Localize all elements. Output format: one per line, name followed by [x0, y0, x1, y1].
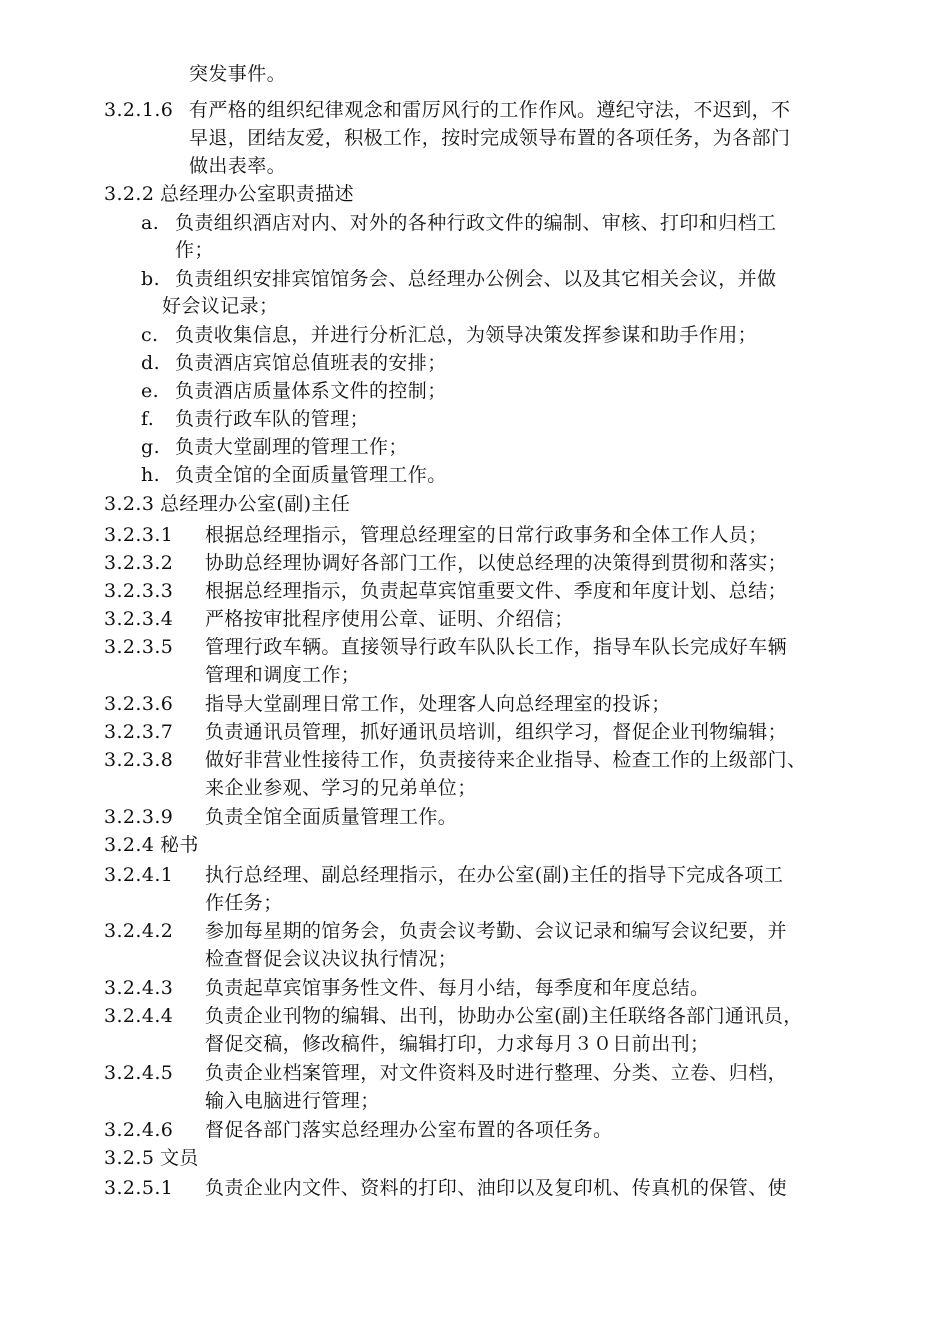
list-marker: f.: [141, 408, 155, 430]
clause-number: 3.2.5.1: [104, 1177, 174, 1199]
clause-text: 负责企业档案管理，对文件资料及时进行整理、分类、立卷、归档，: [205, 1062, 788, 1084]
list-text: 负责酒店质量体系文件的控制；: [175, 380, 447, 402]
clause-text: 管理行政车辆。直接领导行政车队队长工作，指导车队长完成好车辆: [205, 636, 788, 658]
clause-number: 3.2.4.2: [104, 920, 174, 942]
clause-text: 协助总经理协调好各部门工作，以使总经理的决策得到贯彻和落实；: [205, 552, 788, 574]
clause-text: 参加每星期的馆务会，负责会议考勤、会议记录和编写会议纪要，并: [205, 920, 788, 942]
clause-number: 3.2.4.6: [104, 1119, 174, 1141]
clause-text: 严格按审批程序使用公章、证明、介绍信；: [205, 608, 574, 630]
line-text: 管理和调度工作；: [205, 664, 361, 686]
clause-number: 3.2.3.9: [104, 806, 174, 828]
clause-number: 3.2.3.5: [104, 636, 174, 658]
clause-number: 3.2.1.6: [104, 99, 174, 121]
list-marker: g.: [141, 436, 161, 458]
list-text: 负责行政车队的管理；: [175, 408, 370, 430]
clause-text: 负责通讯员管理，抓好通讯员培训，组织学习，督促企业刊物编辑；: [205, 721, 788, 743]
list-marker: h.: [141, 464, 161, 486]
line-text: 检查督促会议决议执行情况；: [205, 948, 458, 970]
list-marker: b.: [141, 268, 161, 290]
line-text: 来企业参观、学习的兄弟单位；: [205, 777, 477, 799]
line-text: 督促交稿，修改稿件，编辑打印，力求每月３０日前出刊；: [205, 1033, 710, 1055]
section-title: 总经理办公室(副)主任: [160, 493, 351, 515]
clause-number: 3.2.3.6: [104, 693, 174, 715]
line-text: 早退，团结友爱，积极工作，按时完成领导布置的各项任务，为各部门: [189, 127, 791, 149]
clause-text: 负责全馆全面质量管理工作。: [205, 806, 458, 828]
clause-number: 3.2.3.4: [104, 608, 174, 630]
list-text: 负责酒店宾馆总值班表的安排；: [175, 352, 447, 374]
list-marker: e.: [141, 380, 160, 402]
line-text: 好会议记录；: [162, 295, 279, 317]
clause-number: 3.2.4.4: [104, 1005, 174, 1027]
section-number: 3.2.5: [104, 1147, 155, 1169]
clause-text: 负责企业内文件、资料的打印、油印以及复印机、传真机的保管、使: [205, 1177, 788, 1199]
clause-number: 3.2.3.7: [104, 721, 174, 743]
section-title: 文员: [160, 1147, 199, 1169]
list-text: 负责组织安排宾馆馆务会、总经理办公例会、以及其它相关会议，并做: [175, 268, 777, 290]
clause-number: 3.2.4.3: [104, 977, 174, 999]
clause-text: 督促各部门落实总经理办公室布置的各项任务。: [205, 1119, 613, 1141]
clause-number: 3.2.3.3: [104, 580, 174, 602]
clause-text: 负责起草宾馆事务性文件、每月小结，每季度和年度总结。: [205, 977, 710, 999]
clause-text: 负责企业刊物的编辑、出刊，协助办公室(副)主任联络各部门通讯员，: [205, 1005, 803, 1027]
clause-text: 根据总经理指示，负责起草宾馆重要文件、季度和年度计划、总结；: [205, 580, 788, 602]
section-number: 3.2.2: [104, 183, 155, 205]
list-text: 负责收集信息，并进行分析汇总，为领导决策发挥参谋和助手作用；: [175, 324, 758, 346]
section-title: 秘书: [160, 834, 199, 856]
list-marker: c.: [141, 324, 159, 346]
clause-text: 根据总经理指示，管理总经理室的日常行政事务和全体工作人员；: [205, 524, 768, 546]
clause-text: 做好非营业性接待工作，负责接待来企业指导、检查工作的上级部门、: [205, 749, 807, 771]
section-title: 总经理办公室职责描述: [160, 183, 355, 205]
clause-number: 3.2.3.1: [104, 524, 174, 546]
section-number: 3.2.3: [104, 493, 155, 515]
section-number: 3.2.4: [104, 834, 155, 856]
list-marker: a.: [141, 212, 160, 234]
line-text: 作任务；: [205, 892, 283, 914]
line-text: 做出表率。: [189, 155, 287, 177]
clause-text: 执行总经理、副总经理指示，在办公室(副)主任的指导下完成各项工: [205, 864, 784, 886]
list-text: 负责全馆的全面质量管理工作。: [175, 464, 447, 486]
line-text: 突发事件。: [189, 63, 287, 85]
clause-number: 3.2.4.5: [104, 1062, 174, 1084]
list-marker: d.: [141, 352, 161, 374]
list-text: 负责组织酒店对内、对外的各种行政文件的编制、审核、打印和归档工: [175, 212, 777, 234]
clause-text: 有严格的组织纪律观念和雷厉风行的工作作风。遵纪守法，不迟到，不: [189, 99, 791, 121]
line-text: 作；: [175, 239, 214, 261]
clause-number: 3.2.3.8: [104, 749, 174, 771]
clause-number: 3.2.3.2: [104, 552, 174, 574]
list-text: 负责大堂副理的管理工作；: [175, 436, 408, 458]
line-text: 输入电脑进行管理；: [205, 1090, 380, 1112]
clause-text: 指导大堂副理日常工作，处理客人向总经理室的投诉；: [205, 693, 671, 715]
clause-number: 3.2.4.1: [104, 864, 174, 886]
